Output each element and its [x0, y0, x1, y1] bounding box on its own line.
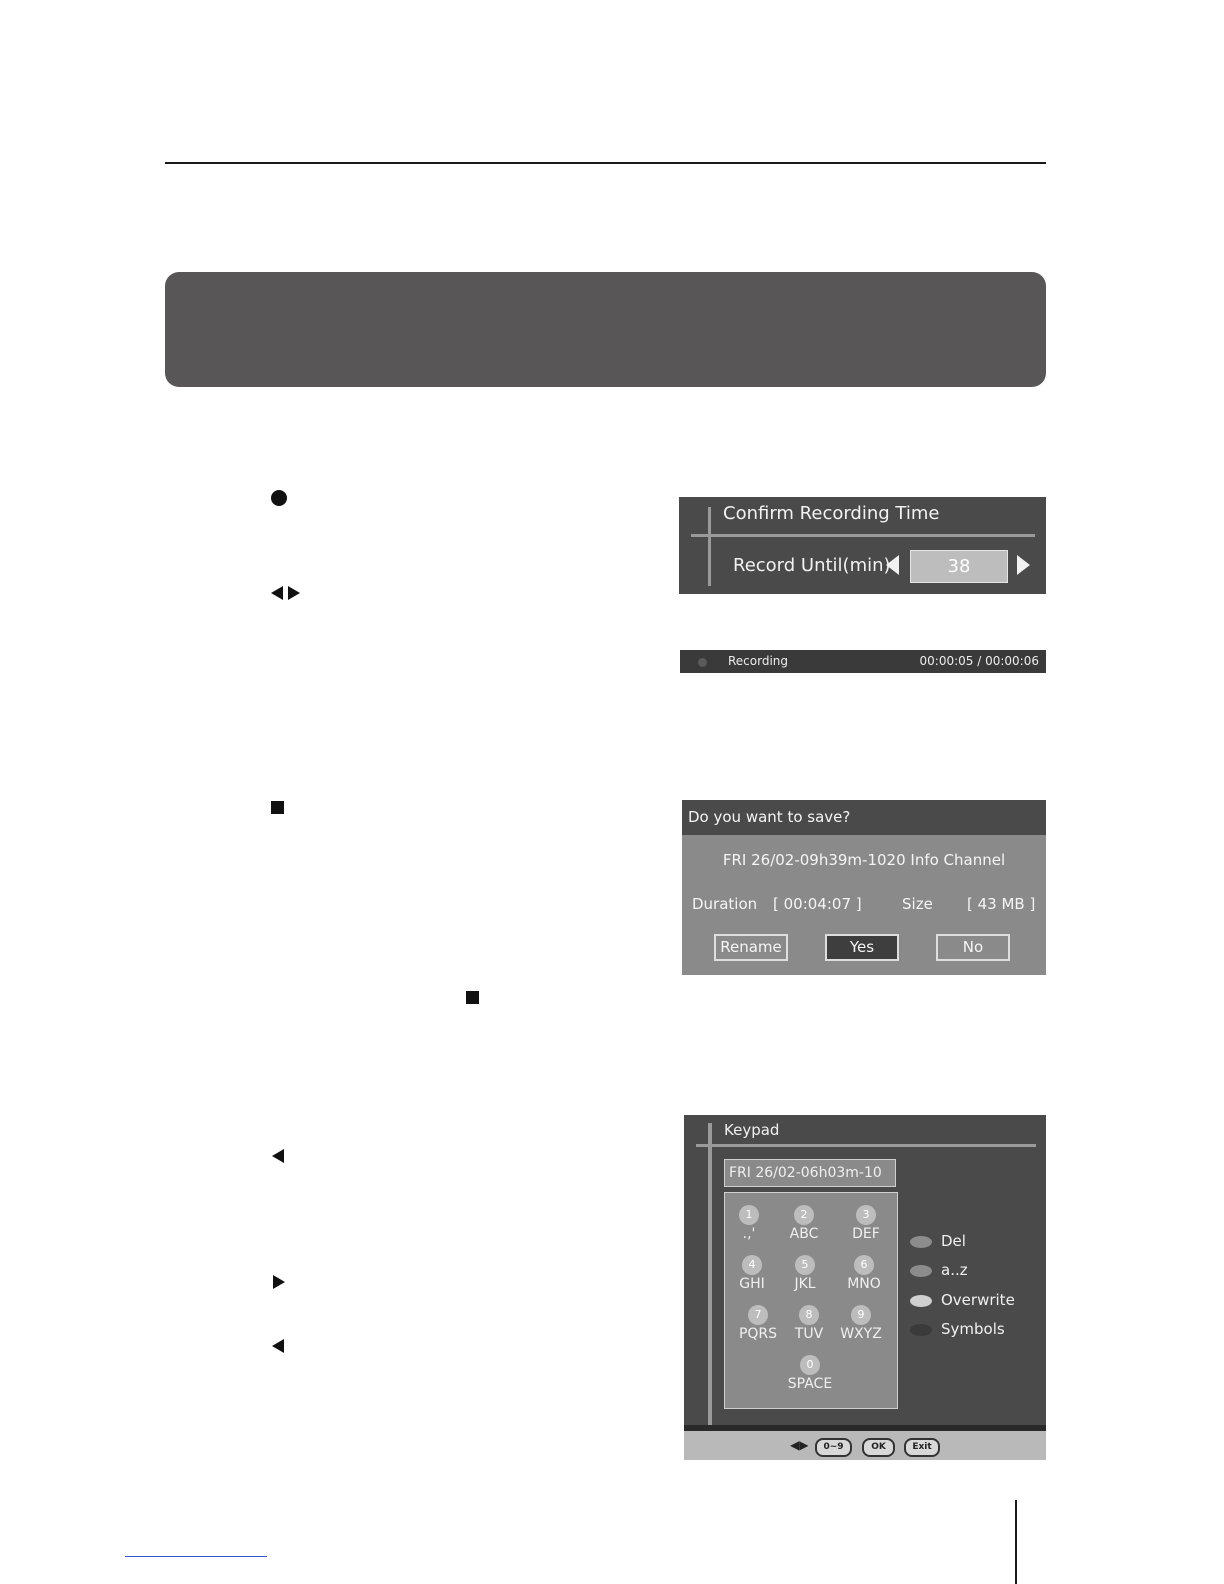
size-label: Size [902, 895, 933, 913]
option-az[interactable]: a..z [910, 1261, 968, 1279]
option-overwrite[interactable]: Overwrite [910, 1291, 1015, 1309]
key-6[interactable]: 6 MNO [836, 1255, 892, 1292]
key-1[interactable]: 1 .,' [721, 1205, 777, 1242]
left-arrow-icon [272, 1339, 284, 1353]
yellow-button-icon [910, 1295, 932, 1307]
left-right-nav-icon: ◀▶ [790, 1438, 809, 1452]
header-rule [165, 162, 1046, 164]
recording-status-bar [680, 650, 1046, 673]
recording-dot-icon [698, 658, 707, 667]
green-button-icon [910, 1265, 932, 1277]
keypad-screen [684, 1115, 1046, 1460]
key-5[interactable]: 5 JKL [777, 1255, 833, 1292]
key-0[interactable]: 0 SPACE [782, 1355, 838, 1392]
increase-arrow-icon[interactable] [1017, 555, 1030, 575]
key-4[interactable]: 4 GHI [724, 1255, 780, 1292]
name-input[interactable]: FRI 26/02-06h03m-10 [724, 1159, 896, 1187]
keypad-footer [684, 1431, 1046, 1460]
blue-button-icon [910, 1324, 932, 1336]
recording-file-name: FRI 26/02-09h39m-1020 Info Channel [722, 851, 1006, 869]
digits-hint: 0~9 [815, 1438, 852, 1457]
record-until-label: Record Until(min) [733, 555, 891, 576]
page-number-rule [1015, 1500, 1017, 1584]
red-button-icon [910, 1236, 932, 1248]
confirm-recording-time-screen [679, 497, 1046, 594]
key-3[interactable]: 3 DEF [838, 1205, 894, 1242]
footer-link-underline[interactable] [125, 1556, 267, 1557]
duration-value: [ 00:04:07 ] [773, 895, 862, 913]
save-question: Do you want to save? [688, 808, 851, 826]
key-7[interactable]: 7 PQRS [730, 1305, 786, 1342]
option-del[interactable]: Del [910, 1232, 966, 1250]
option-symbols[interactable]: Symbols [910, 1320, 1005, 1338]
record-icon [271, 490, 287, 506]
key-8[interactable]: 8 TUV [781, 1305, 837, 1342]
size-value: [ 43 MB ] [967, 895, 1036, 913]
left-arrow-icon [272, 1149, 284, 1163]
recording-time: 00:00:05 / 00:00:06 [919, 654, 1039, 668]
ok-hint: OK [862, 1438, 895, 1457]
stop-icon-inline [466, 991, 479, 1004]
rename-button[interactable]: Rename [714, 934, 788, 961]
key-2[interactable]: 2 ABC [776, 1205, 832, 1242]
keypad-grid [724, 1192, 898, 1409]
keypad-title: Keypad [724, 1121, 780, 1139]
save-recording-dialog [682, 800, 1046, 975]
duration-label: Duration [692, 895, 758, 913]
stop-icon [271, 801, 284, 814]
no-button[interactable]: No [936, 934, 1010, 961]
exit-hint: Exit [904, 1438, 940, 1457]
record-until-value[interactable]: 38 [910, 550, 1008, 583]
section-banner [165, 272, 1046, 387]
dialog-title: Confirm Recording Time [723, 503, 940, 524]
decrease-arrow-icon[interactable] [886, 555, 899, 575]
right-arrow-icon [273, 1275, 285, 1289]
recording-label: Recording [728, 654, 789, 668]
key-9[interactable]: 9 WXYZ [833, 1305, 889, 1342]
yes-button[interactable]: Yes [825, 934, 899, 961]
